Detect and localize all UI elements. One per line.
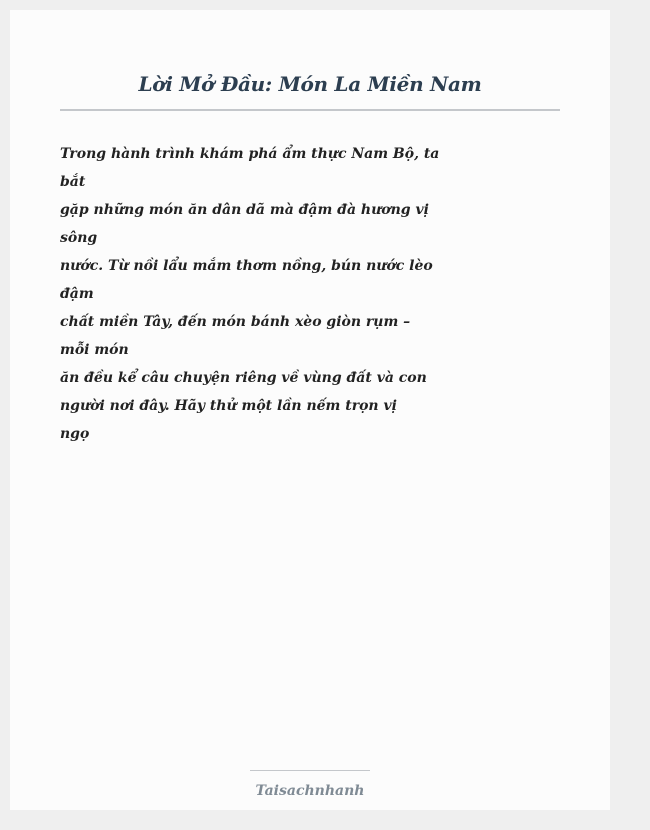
page-title: Lời Mở Đầu: Món La Miền Nam (138, 72, 482, 96)
footer-text: Taisachnhanh (255, 783, 365, 799)
document-page (10, 10, 610, 810)
body-line: sông (60, 230, 98, 246)
footer-divider (250, 770, 370, 771)
body-line: nước. Từ nồi lẩu mắm thơm nồng, bún nước lèo (60, 258, 433, 274)
body-line: bắt (60, 174, 86, 190)
body-line: gặp những món ăn dân dã mà đậm đà hương vị (60, 202, 429, 218)
body-line: chất miền Tây, đến món bánh xèo giòn rụm – (60, 314, 411, 330)
body-line: mỗi món (60, 342, 129, 358)
body-paragraph (60, 140, 440, 448)
title-divider (60, 109, 560, 111)
body-line: Trong hành trình khám phá ẩm thực Nam Bộ, ta (60, 146, 440, 162)
body-line: đậm (60, 286, 94, 302)
body-line: người nơi đây. Hãy thử một lần nếm trọn vị (60, 398, 397, 414)
body-line: ăn đều kể câu chuyện riêng về vùng đất và con (60, 370, 427, 386)
body-line: ngọ (60, 426, 90, 442)
